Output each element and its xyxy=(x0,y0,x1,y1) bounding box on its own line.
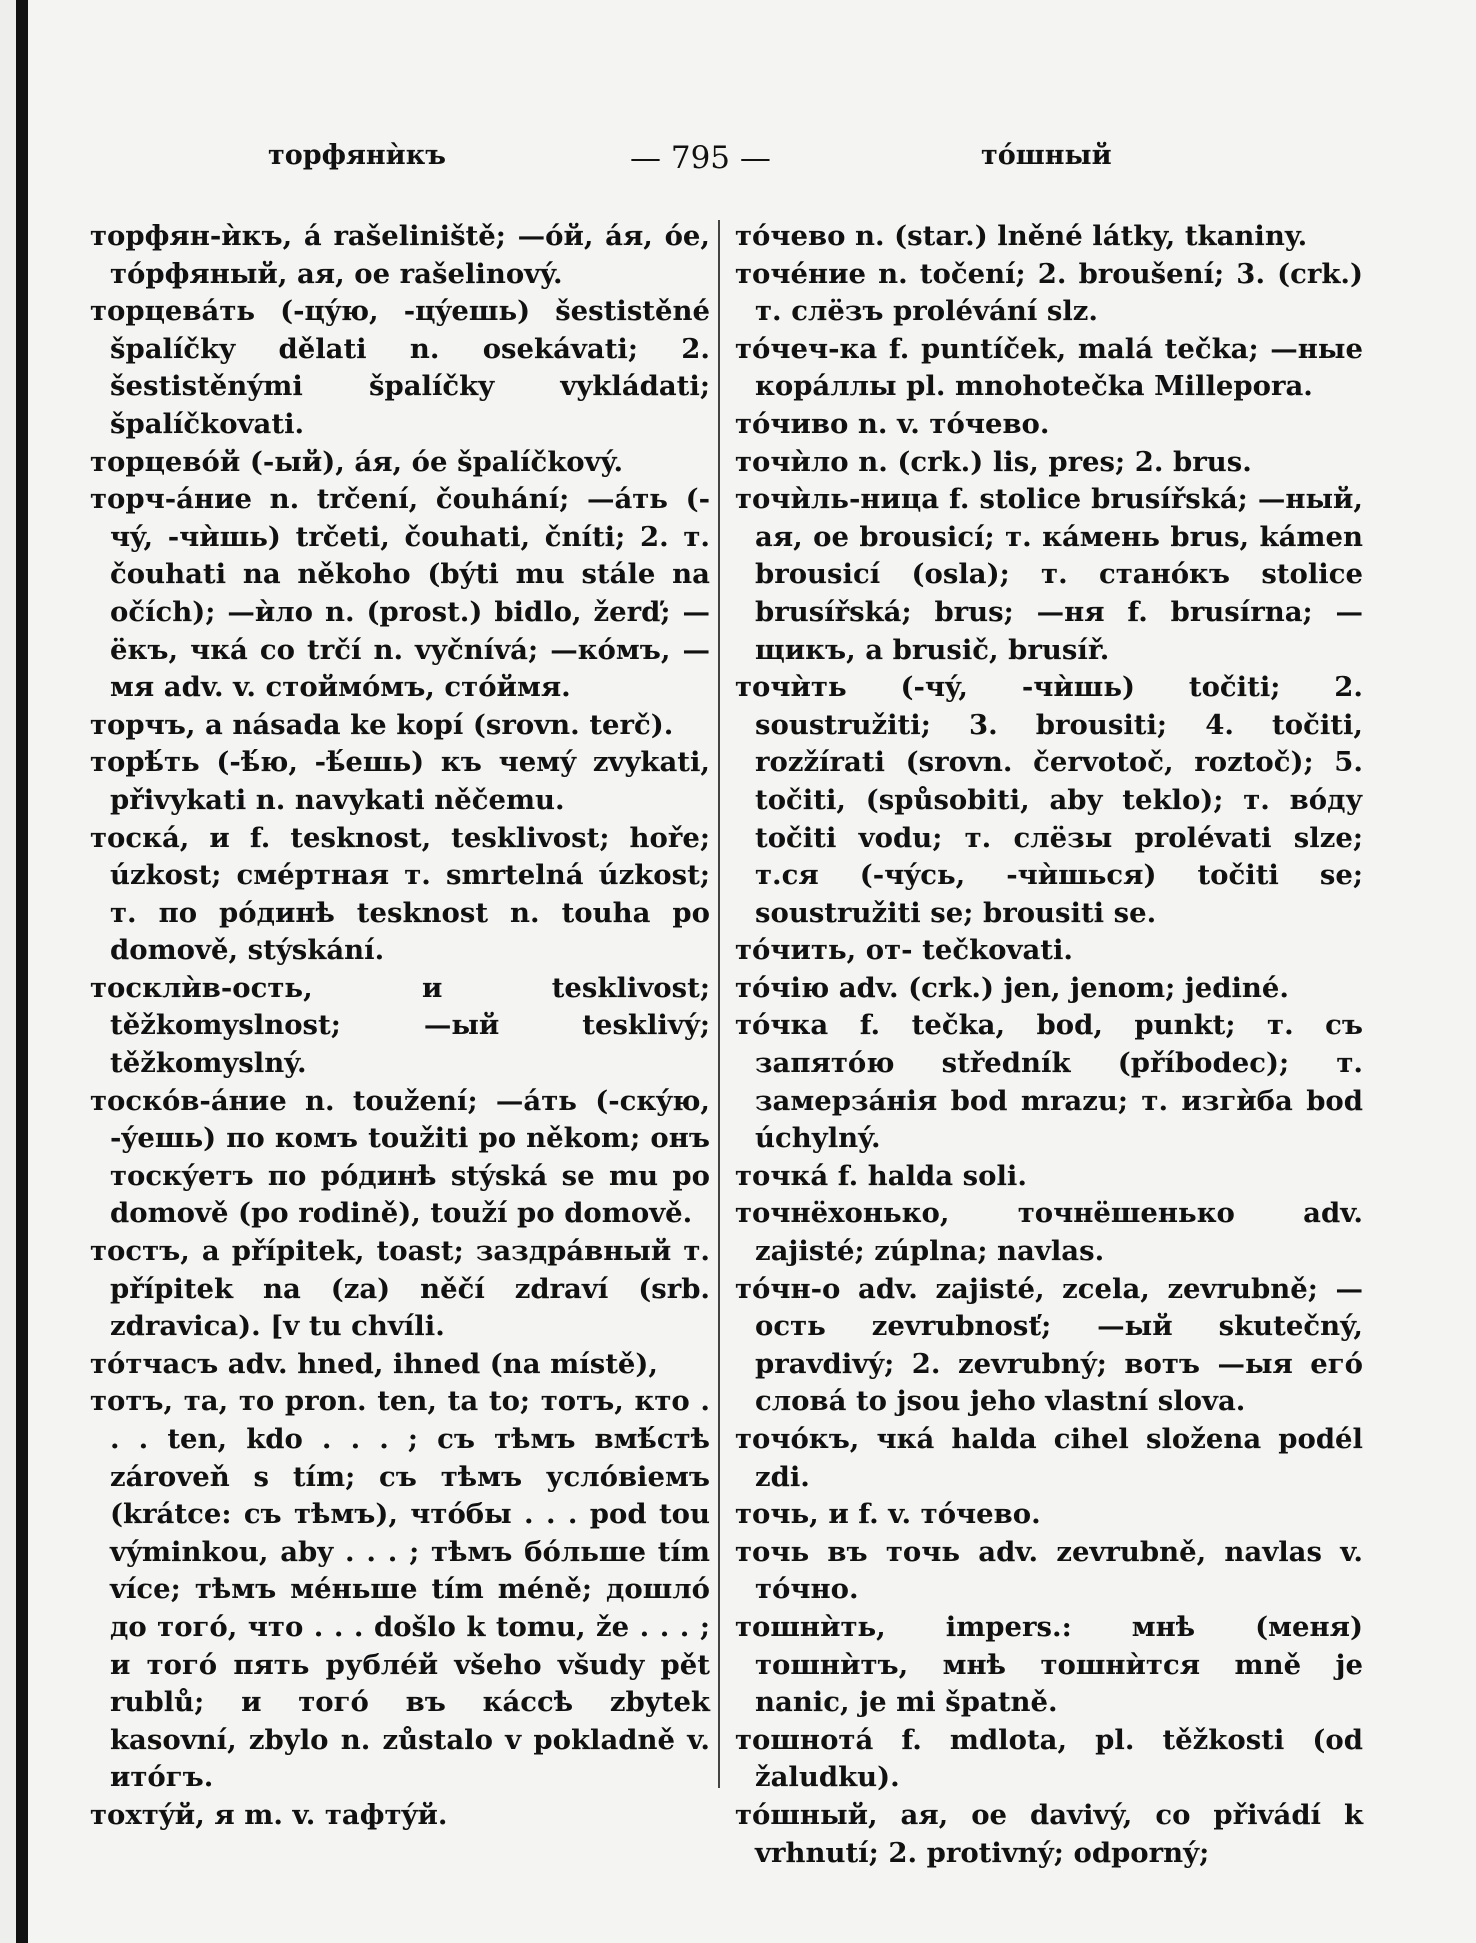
dictionary-entry: тошнотá f. mdlota, pl. těžkosti (od žaludku). xyxy=(735,1723,1363,1794)
dictionary-entry: тосклѝв-ость, и tesklivost; těžkomyslnost; —ый tesklivý; těžkomyslný. xyxy=(90,971,710,1080)
column-divider xyxy=(718,220,720,1788)
dictionary-entry: точóкъ, чкá halda cihel složena podél zdi. xyxy=(735,1423,1363,1493)
dictionary-entry: тóчево n. (star.) lněné látky, tkaniny. xyxy=(735,220,1308,252)
dictionary-entry: торфян-ѝкъ, á rašeliniště; —óй, áя, óе, тóрфяный, ая, ое rašelinový. xyxy=(90,220,710,290)
scan-border xyxy=(16,0,28,1943)
dictionary-entry: торцевáть (-цýю, -цýешь) šestistěné špalíčky dělati n. osekávati; 2. šestistěnými špalíčky vykládati; špalíčkovati. xyxy=(90,295,710,440)
dictionary-entry: точнёхонько, точнёшенько adv. zajisté; zúplna; navlas. xyxy=(735,1197,1363,1268)
dictionary-entry: торѣ́ть (-ѣ́ю, -ѣ́ешь) къ чемý zvykati, přivykati n. navykati něčemu. xyxy=(90,746,710,816)
dictionary-entry: точéние n. točení; 2. broušení; 3. (crk.) т. слёзъ prolévání slz. xyxy=(735,257,1363,328)
right-column xyxy=(735,218,1363,1872)
header-last-word: тóшный xyxy=(981,140,1112,171)
adjacent-page-edge xyxy=(0,0,16,1943)
dictionary-entry: точѝть (-чý, -чѝшь) točiti; 2. soustružiti; 3. brousiti; 4. točiti, rozžírati (srovn. červotoč, roztoč); 5. točiti, (spůsobiti, aby teklo); т. вóду točiti vodu; т. слёзы prolévati slze; т.ся (-чýсь, -чѝшься) točiti se; soustružiti se; brousiti se. xyxy=(735,671,1363,929)
header-first-word: торфянѝкъ xyxy=(268,140,446,171)
dictionary-entry: тóчн-о adv. zajisté, zcela, zevrubně; —ость zevrubnosť; —ый skutečný, pravdivý; 2. zevrubný; вотъ —ыя егó словá to jsou jeho vlastní slova. xyxy=(735,1272,1363,1418)
dictionary-entry: тóчить, от- tečkovati. xyxy=(735,934,1073,967)
dictionary-page xyxy=(28,0,1476,1943)
dictionary-entry: тóчиво n. v. тóчево. xyxy=(735,407,1050,440)
page-header xyxy=(28,140,1476,180)
dictionary-entry: точѝль-ница f. stolice brusířská; —ный, ая, ое brousicí; т. кáмень brus, kámen brousicí (osla); т. станóкъ stolice brusířská; brus; —ня f. brusírna; —щикъ, a brusič, brusíř. xyxy=(735,483,1363,666)
page-number: — 795 — xyxy=(630,140,771,176)
dictionary-entry: тотъ, та, то pron. ten, ta to; тотъ, кто . . . ten, kdo . . . ; съ тѣмъ вмѣ́стѣ zároveň s tím; съ тѣмъ услóвіемъ (krátce: съ тѣмъ), чтóбы . . . pod tou výminkou, aby . . . ; тѣмъ бóльше tím více; тѣмъ мéньше tím méně; дошлó до тогó, что . . . došlo k tomu, že . . . ; и тогó пять рублéй všeho všudy pět rublů; и тогó въ кáссѣ zbytek kasovní, zbylo n. zůstalo v pokladně v. итóгъ. xyxy=(90,1385,710,1794)
dictionary-entry: точѝло n. (crk.) lis, pres; 2. brus. xyxy=(735,445,1252,478)
dictionary-entry: тоскá, и f. tesknost, tesklivost; hoře; úzkost; смéртная т. smrtelná úzkost; т. по рóдинѣ tesknost n. touha po domově, stýskání. xyxy=(90,821,710,967)
dictionary-entry: торцевóй (-ый), áя, óе špalíčkový. xyxy=(90,445,624,478)
dictionary-entry: торч-áние n. trčení, čouhání; —áть (-чý, -чѝшь) trčeti, čouhati, čníti; 2. т. čouhati na někoho (býti mu stále na očích); —ѝло n. (prost.) bidlo, žerď; —ёкъ, чкá co trčí n. vyčnívá; —кóмъ, —мя adv. v. стоймóмъ, стóймя. xyxy=(90,483,710,704)
dictionary-entry: тостъ, a přípitek, toast; заздрáвный т. přípitek na (za) něčí zdraví (srb. zdravica). [v tu chvíli. xyxy=(90,1235,710,1343)
left-column xyxy=(90,218,710,1835)
dictionary-entry: точь въ точь adv. zevrubně, navlas v. тóчно. xyxy=(735,1535,1363,1606)
dictionary-entry: тохтýй, я m. v. тафтýй. xyxy=(90,1798,448,1831)
dictionary-entry: точкá f. halda soli. xyxy=(735,1159,1027,1192)
dictionary-entry: тóшный, ая, ое davivý, co přivádí k vrhnutí; 2. protivný; odporný; xyxy=(735,1798,1363,1869)
dictionary-entry: тоскóв-áние n. toužení; —áть (-скýю, -ýешь) по комъ toužiti po někom; онъ тоскýетъ по рóдинѣ stýská se mu po domově (po rodině), touží po domově. xyxy=(90,1084,710,1230)
dictionary-entry: тóчеч-ка f. puntíček, malá tečka; —ные корáллы pl. mnohotečka Millepora. xyxy=(735,332,1363,403)
dictionary-entry: тóтчасъ adv. hned, ihned (na místě), xyxy=(90,1347,658,1380)
dictionary-entry: тóчію adv. (crk.) jen, jenom; jediné. xyxy=(735,971,1289,1004)
dictionary-entry: точь, и f. v. тóчево. xyxy=(735,1498,1041,1531)
dictionary-entry: торчъ, a násada ke kopí (srovn. terč). xyxy=(90,708,674,741)
dictionary-entry: тóчка f. tečka, bod, punkt; т. съ запятóю středník (příbodec); т. замерзáнія bod mrazu; т. изгѝба bod úchylný. xyxy=(735,1009,1363,1155)
dictionary-entry: тошнѝть, impers.: мнѣ (меня) тошнѝтъ, мнѣ тошнѝтся mně je nanic, je mi špatně. xyxy=(735,1610,1363,1719)
